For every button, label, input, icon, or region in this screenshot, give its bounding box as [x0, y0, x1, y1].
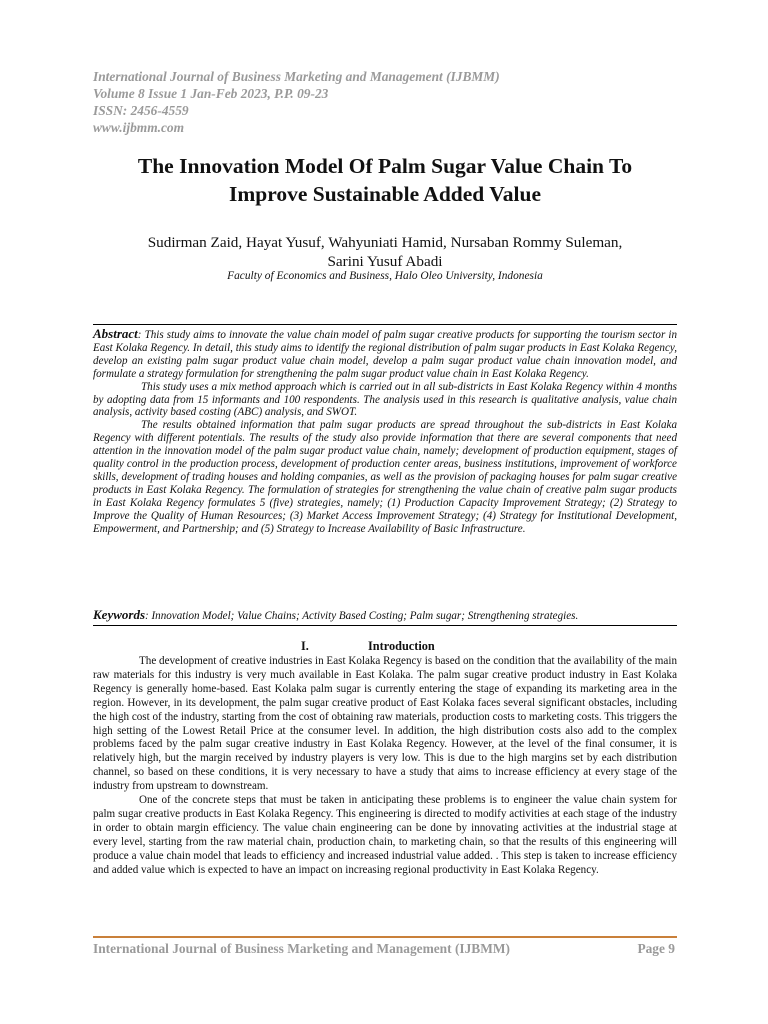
- abstract-paragraph-2: This study uses a mix method approach which is carried out in all sub-districts in East Kolaka Regency within 4 months by adopting data from 15 informants and 100 respondents. The analysis used in this research is qualitative analysis, value chain analysis, activity based costing (ABC) analysis, and SWOT.: [93, 380, 677, 419]
- introduction-paragraph-2: One of the concrete steps that must be taken in anticipating these problems is to engineer the value chain system for palm sugar creative products in East Kolaka Regency. This engineering is directed to modify activities at each stage of the industry in order to obtain margin efficiency. The value chain engineering can be done by innovating activities at the industrial stage at every level, starting from the raw material chain, production chain, to marketing chain, so that the results of this engineering will produce a value chain model that leads to efficiency and increased industrial value added. . This step is taken to increase efficiency and added value which is expected to have an impact on increasing regional productivity in East Kolaka Regency.: [93, 794, 677, 876]
- authors: [80, 233, 690, 271]
- keywords-text: : Innovation Model; Value Chains; Activity Based Costing; Palm sugar; Strengthening strategies.: [145, 610, 579, 622]
- page-footer: [93, 941, 677, 957]
- footer-rule: [93, 936, 677, 938]
- abstract: [93, 328, 677, 536]
- journal-url: www.ijbmm.com: [93, 120, 185, 135]
- introduction-paragraph-1: The development of creative industries in East Kolaka Regency is based on the condition that the availability of the main raw materials for this industry is very much available in East Kolaka. The palm sugar creative product industry in East Kolaka Regency is generally home-based. East Kolaka palm sugar is currently entering the stage of expanding its marketing area in the region. However, in its development, the palm sugar creative product of East Kolaka faces several significant obstacles, including the high cost of the industry, starting from the cost of obtaining raw materials, production costs to marketing costs. This triggers the high setting of the Lowest Retail Price at the consumer level. In addition, the high distribution costs also add to the complex problems faced by the palm sugar creative industry in East Kolaka Regency. However, at the level of the final consumer, it is relatively high, but the margin received by industry players is very low. This is due to the high margins set by each distribution channel, so based on these conditions, it is very necessary to have a study that aims to increase efficiency at every stage of the industry from upstream to downstream.: [93, 655, 677, 793]
- title-line-2: Improve Sustainable Added Value: [228, 182, 542, 206]
- footer-journal-name: International Journal of Business Marketing and Management (IJBMM): [93, 941, 510, 956]
- section-number: I.: [301, 639, 309, 653]
- page-number: Page 9: [637, 941, 675, 956]
- keywords-label: Keywords: [93, 607, 145, 622]
- abstract-paragraph-3: The results obtained information that palm sugar products are spread throughout the sub-districts in East Kolaka Regency with different potentials. The results of the study also provide information that there are several components that need attention in the innovation model of the palm sugar product value chain, namely; development of production equipment, stages of quality control in the production process, development of production center areas, business institutions, improvement of workforce skills, development of trading houses and holding companies, as well as the provision of packaging houses for palm sugar creative products in East Kolaka Regency. The formulation of strategies for strengthening the value chain of creative palm sugar products in East Kolaka Regency formulates 5 (five) strategies, namely; (1) Production Capacity Improvement Strategy; (2) Strategy to Improve the Quality of Human Resources; (3) Market Access Improvement Strategy; (4) Strategy for Institutional Development, Empowerment, and Partnership; and (5) Strategy to Increase Availability of Basic Infrastructure.: [93, 419, 677, 535]
- abstract-top-rule: [93, 324, 677, 325]
- journal-volume: Volume 8 Issue 1 Jan-Feb 2023, P.P. 09-23: [93, 86, 329, 101]
- affiliation: Faculty of Economics and Business, Halo Oleo University, Indonesia: [227, 270, 543, 282]
- abstract-text-1: : This study aims to innovate the value chain model of palm sugar creative products for supporting the tourism sector in East Kolaka Regency. In detail, this study aims to identify the regional distribution of palm sugar products in East Kolaka Regency, develop an existing palm sugar product value chain model, develop a palm sugar product value chain innovation model, and formulate a strategy formulation for strengthening the palm sugar product value chain in East Kolaka Regency.: [93, 329, 677, 380]
- journal-header: [93, 68, 500, 136]
- keywords: [93, 608, 677, 623]
- journal-name: International Journal of Business Marketing and Management (IJBMM): [93, 69, 500, 84]
- authors-line-2: Sarini Yusuf Abadi: [327, 253, 443, 270]
- title-line-1: The Innovation Model Of Palm Sugar Value Chain To: [137, 154, 633, 178]
- abstract-label: Abstract: [93, 326, 138, 341]
- abstract-paragraph-1: [93, 328, 677, 381]
- introduction-body: [93, 655, 677, 878]
- section-title: Introduction: [368, 639, 435, 653]
- keywords-bottom-rule: [93, 625, 677, 626]
- authors-line-1: Sudirman Zaid, Hayat Yusuf, Wahyuniati Hamid, Nursaban Rommy Suleman,: [147, 234, 623, 251]
- paper-title: [80, 152, 690, 208]
- journal-issn: ISSN: 2456-4559: [93, 103, 189, 118]
